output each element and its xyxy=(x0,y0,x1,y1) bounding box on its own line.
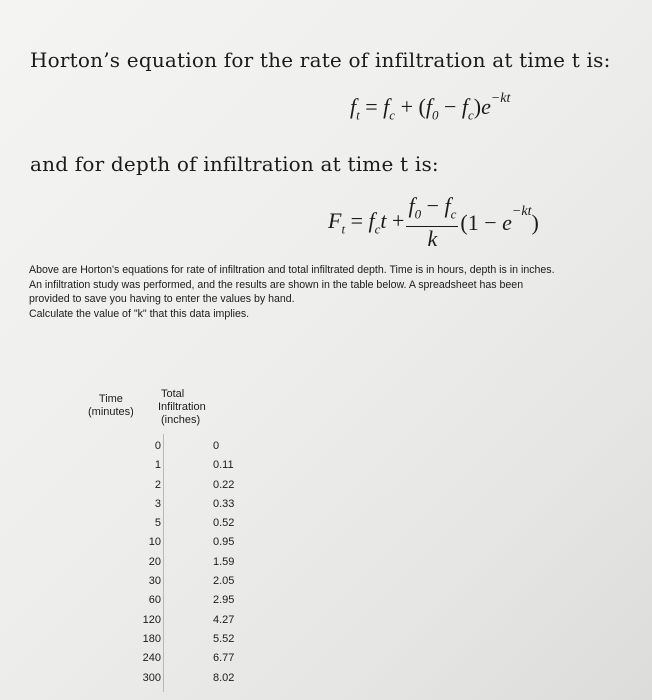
infiltration-cell: 0.52 xyxy=(213,517,235,530)
table-row xyxy=(140,669,240,688)
header-line: (inches) xyxy=(161,414,201,426)
infiltration-data-table xyxy=(140,437,240,688)
time-cell: 180 xyxy=(142,632,161,645)
infiltration-cell: 1.59 xyxy=(213,555,235,568)
heading-depth-equation: and for depth of infiltration at time t is: xyxy=(30,152,439,176)
table-row xyxy=(140,533,240,552)
table-row xyxy=(140,456,240,475)
paragraph-line: provided to save you having to enter the values by hand. xyxy=(29,293,295,306)
table-row xyxy=(140,630,240,649)
infiltration-cell: 0.33 xyxy=(213,497,235,510)
table-row xyxy=(140,649,240,668)
time-cell: 60 xyxy=(148,594,161,607)
table-row xyxy=(140,572,240,591)
time-cell: 5 xyxy=(154,517,161,530)
table-row xyxy=(140,591,240,610)
paragraph-line: Above are Horton's equations for rate of infiltration and total infiltrated depth. Time is in hours, depth is in inches. xyxy=(29,264,555,276)
infiltration-cell: 0 xyxy=(213,440,220,452)
infiltration-cell: 0.22 xyxy=(213,478,235,491)
time-cell: 240 xyxy=(142,652,161,665)
infiltration-cell: 4.27 xyxy=(213,613,235,626)
infiltration-cell: 8.02 xyxy=(213,671,235,684)
infiltration-cell: 2.05 xyxy=(213,575,235,588)
infiltration-cell: 0.95 xyxy=(213,536,235,549)
infiltration-cell: 6.77 xyxy=(213,652,235,665)
time-cell: 10 xyxy=(148,536,161,549)
horton-rate-equation: $f_t = f_c + (f_0 - f_c)e^{-kt}$ xyxy=(350,90,511,123)
infiltration-cell: 2.95 xyxy=(213,594,235,607)
table-row xyxy=(140,476,240,495)
column-header-total-infiltration xyxy=(158,388,206,427)
time-cell: 0 xyxy=(154,440,161,452)
time-cell: 2 xyxy=(154,478,161,491)
problem-description xyxy=(29,263,629,321)
infiltration-cell: 5.52 xyxy=(213,632,235,645)
header-line: Time xyxy=(98,393,123,405)
table-row xyxy=(140,514,240,533)
table-row xyxy=(140,553,240,572)
header-line: (minutes) xyxy=(88,406,134,418)
header-line: Infiltration xyxy=(158,401,206,413)
paragraph-line: An infiltration study was performed, and the results are shown in the table below. A spreadsheet has been xyxy=(29,278,524,291)
column-header-time xyxy=(88,393,134,419)
horton-depth-equation: $F_t = f_ct$ + $\frac{f_0 - f_c}{k}$ $(1 - e^{-kt})$ xyxy=(328,193,539,252)
time-cell: 120 xyxy=(142,613,161,626)
table-row xyxy=(140,437,240,456)
time-cell: 1 xyxy=(154,459,161,472)
header-line: Total xyxy=(161,388,185,400)
heading-rate-equation: Horton’s equation for the rate of infiltration at time t is: xyxy=(30,48,611,72)
paragraph-line: Calculate the value of "k" that this data implies. xyxy=(29,307,250,320)
time-cell: 300 xyxy=(142,671,161,684)
table-row xyxy=(140,611,240,630)
table-row xyxy=(140,495,240,514)
time-cell: 20 xyxy=(148,555,161,568)
time-cell: 3 xyxy=(154,497,161,510)
time-cell: 30 xyxy=(148,575,161,588)
infiltration-cell: 0.11 xyxy=(213,459,234,472)
